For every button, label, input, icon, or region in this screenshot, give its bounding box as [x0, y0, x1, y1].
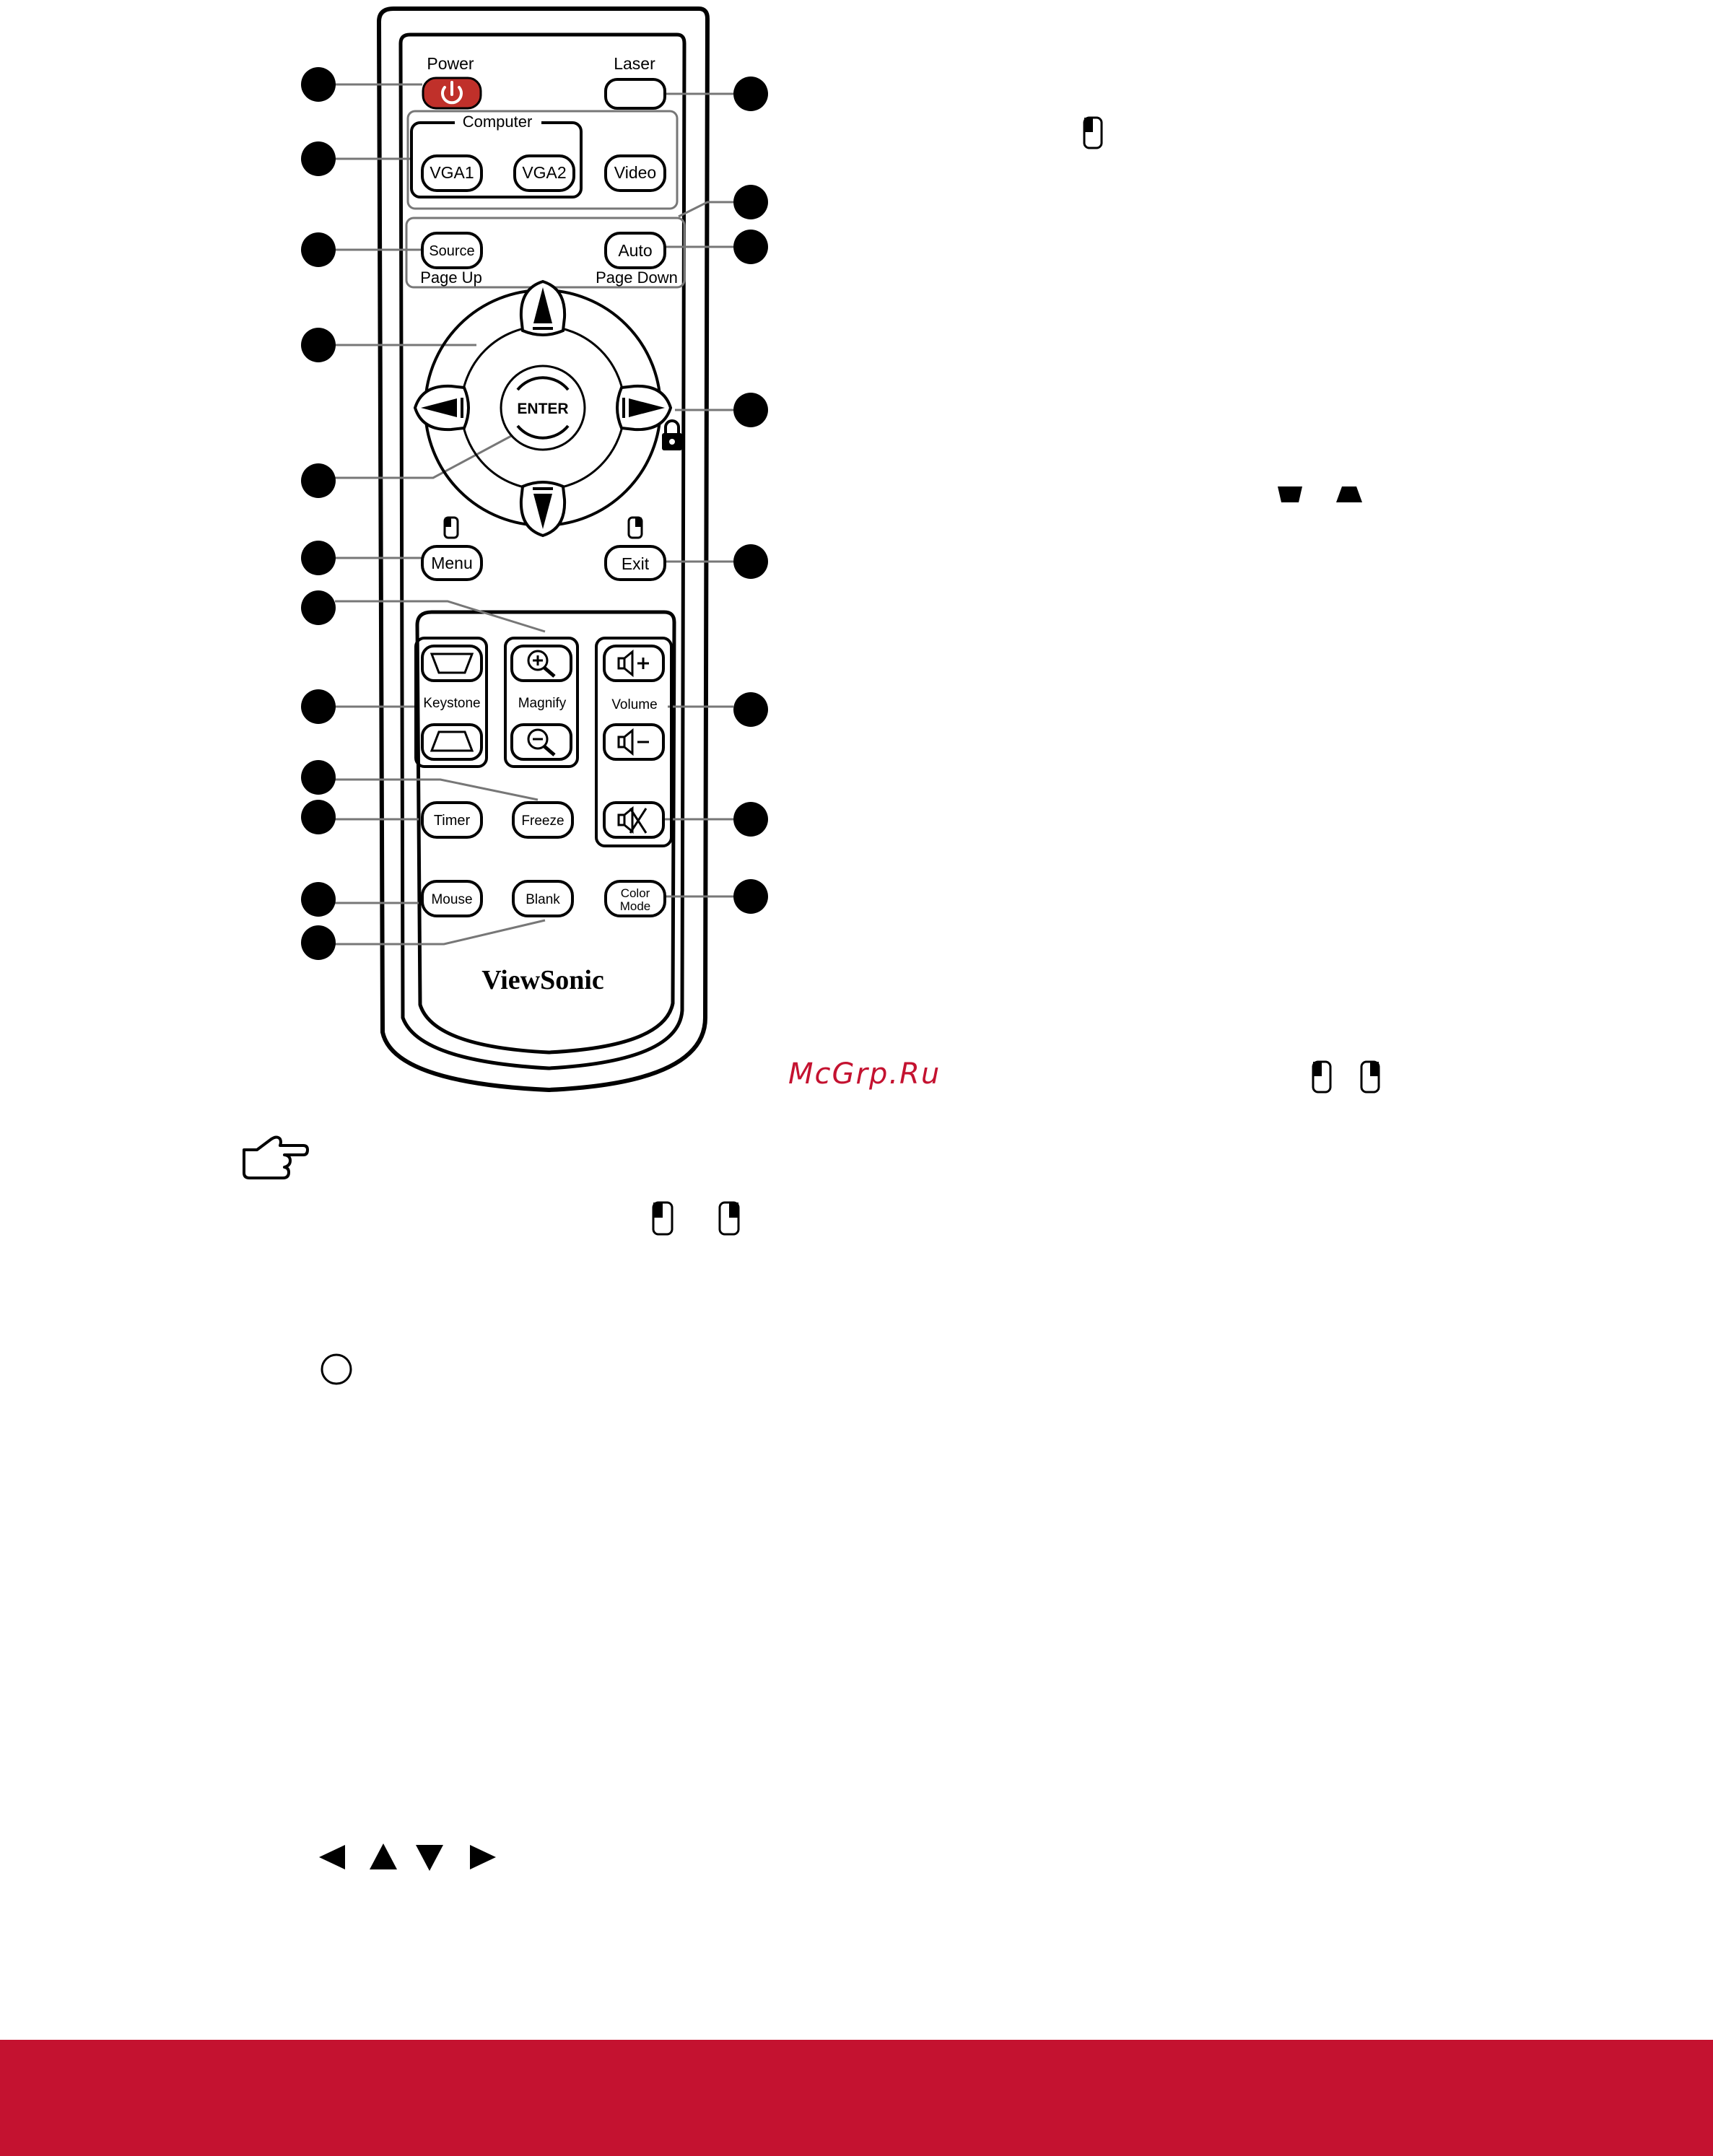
freeze-button[interactable] [513, 803, 572, 837]
magnify-plus-button[interactable] [512, 646, 571, 681]
mouse-icon [653, 1203, 672, 1234]
watermark: McGrp.Ru [788, 1057, 941, 1091]
nav-up-button[interactable] [521, 281, 565, 335]
svg-text:Freeze: Freeze [521, 813, 565, 829]
page-up-label: Page Up [420, 269, 482, 287]
svg-text:Auto: Auto [618, 241, 653, 260]
exit-button[interactable] [606, 546, 665, 580]
magnify-minus-button[interactable] [512, 725, 571, 759]
lock-icon [662, 421, 682, 450]
keystone-down-button[interactable] [422, 725, 481, 759]
nav-down-button[interactable] [521, 482, 565, 536]
keystone-up-icon [1336, 486, 1362, 502]
timer-button[interactable] [422, 803, 481, 837]
arrow-left-icon [319, 1845, 345, 1869]
brand-logo: ViewSonic [481, 965, 604, 995]
computer-label: Computer [462, 113, 533, 131]
step-circle-icon [322, 1355, 351, 1384]
svg-text:Video: Video [614, 163, 657, 182]
power-label: Power [427, 54, 474, 73]
svg-text:ENTER: ENTER [517, 401, 569, 417]
mouse-icon [1313, 1062, 1330, 1092]
page-down-label: Page Down [596, 269, 678, 287]
auto-button[interactable] [606, 233, 665, 268]
keystone-label: Keystone [423, 696, 481, 711]
mouse-icon [720, 1203, 738, 1234]
mouse-icon [629, 518, 642, 538]
volume-label: Volume [611, 697, 658, 712]
mouse-icon [1361, 1062, 1379, 1092]
mouse-icon [445, 518, 458, 538]
arrow-up-icon [370, 1843, 397, 1869]
svg-text:Exit: Exit [621, 554, 650, 573]
svg-text:Source: Source [429, 243, 475, 259]
color-mode-button[interactable] [606, 881, 665, 916]
menu-button[interactable] [422, 546, 481, 580]
video-button[interactable] [606, 156, 665, 191]
power-button[interactable] [423, 78, 481, 108]
svg-text:VGA2: VGA2 [522, 163, 567, 182]
keystone-up-button[interactable] [422, 646, 481, 681]
svg-text:Blank: Blank [526, 892, 560, 907]
mouse-button[interactable] [422, 881, 481, 916]
volume-down-button[interactable] [604, 725, 663, 759]
hand-pointing-icon [244, 1138, 308, 1179]
blank-button[interactable] [513, 881, 572, 916]
svg-text:Timer: Timer [433, 813, 471, 829]
arrow-right-icon [470, 1845, 496, 1869]
vga2-button[interactable] [515, 156, 574, 191]
mouse-icon [1084, 118, 1102, 148]
mute-button[interactable] [604, 803, 663, 837]
svg-text:VGA1: VGA1 [430, 163, 474, 182]
svg-text:Mode: Mode [619, 899, 651, 913]
svg-text:Color: Color [620, 886, 650, 900]
volume-up-button[interactable] [604, 646, 663, 681]
source-button[interactable] [422, 233, 481, 268]
svg-text:Menu: Menu [431, 554, 473, 572]
vga1-button[interactable] [422, 156, 481, 191]
laser-button[interactable] [606, 79, 665, 108]
arrow-down-icon [416, 1845, 443, 1871]
keystone-down-icon [1278, 486, 1302, 502]
enter-button[interactable] [501, 366, 585, 450]
laser-label: Laser [614, 54, 655, 73]
nav-right-button[interactable] [617, 386, 671, 429]
footer-bar [0, 2040, 1713, 2156]
svg-text:Mouse: Mouse [431, 892, 473, 907]
magnify-label: Magnify [518, 696, 567, 711]
nav-left-button[interactable] [415, 386, 468, 429]
